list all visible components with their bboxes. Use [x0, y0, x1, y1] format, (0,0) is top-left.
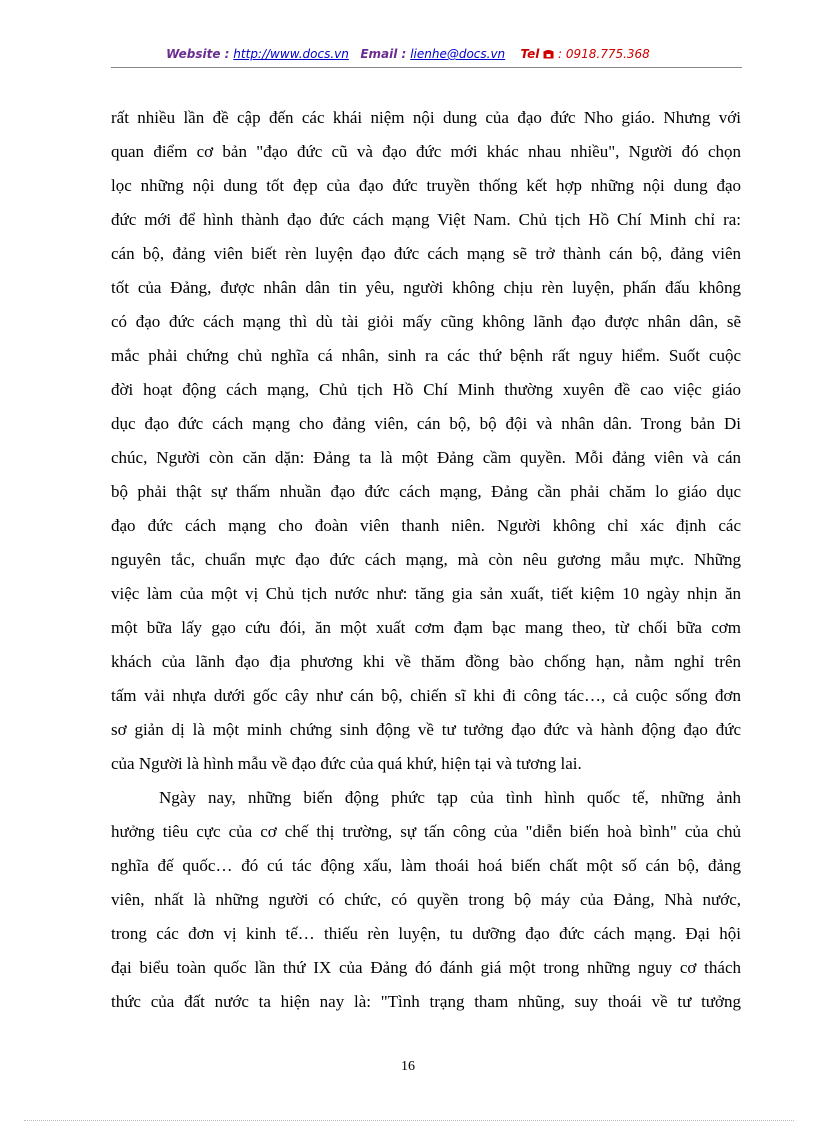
text-line: tấm vải nhựa dưới gốc cây như cán bộ, chiến sĩ khi đi công tác…, cả cuộc sống đơn	[111, 686, 741, 705]
text-line: thức của đất nước ta hiện nay là: "Tình trạng tham nhũng, suy thoái về tư tưởng	[111, 992, 741, 1011]
phone-icon	[543, 49, 554, 59]
text-line: Ngày nay, những biến động phức tạp của tình hình quốc tế, những ảnh	[159, 788, 741, 807]
text-line: một bữa lấy gạo cứu đói, ăn một xuất cơm đạm bạc mang theo, từ chối bữa cơm	[111, 618, 741, 637]
text-line: đại biểu toàn quốc lần thứ IX của Đảng đó đánh giá một trong những nguy cơ thách	[111, 958, 741, 977]
text-line: hưởng tiêu cực của cơ chế thị trường, sự tấn công của "diễn biến hoà bình" của chủ	[111, 822, 741, 841]
email-label: Email :	[360, 47, 407, 61]
text-line: nghĩa đế quốc… đó cú tác động xấu, làm thoái hoá biến chất một số cán bộ, đảng	[111, 856, 741, 875]
page-bottom-border	[24, 1120, 794, 1121]
text-line: dục đạo đức cách mạng cho đảng viên, cán bộ, bộ đội và nhân dân. Trong bản Di	[111, 414, 741, 433]
text-line: khách của lãnh đạo địa phương khi về thăm đồng bào chống hạn, nằm nghỉ trên	[111, 652, 741, 671]
text-line: có đạo đức cách mạng thì dù tài giỏi mấy cũng không lãnh đạo được nhân dân, sẽ	[111, 312, 741, 331]
website-link[interactable]: http://www.docs.vn	[233, 47, 349, 61]
text-line: đời hoạt động cách mạng, Chủ tịch Hồ Chí Minh thường xuyên đề cao việc giáo	[111, 380, 741, 399]
text-line: cán bộ, đảng viên biết rèn luyện đạo đức cách mạng sẽ trở thành cán bộ, đảng viên	[111, 244, 741, 263]
text-line: đạo đức cách mạng cho đoàn viên thanh niên. Người không chỉ xác định các	[111, 516, 741, 535]
page-number: 16	[401, 1059, 415, 1074]
email-link[interactable]: lienhe@docs.vn	[410, 47, 506, 61]
text-line: chúc, Người còn căn dặn: Đảng ta là một Đảng cầm quyền. Mỗi đảng viên và cán	[111, 448, 741, 467]
text-line: quan điểm cơ bản "đạo đức cũ và đạo đức mới khác nhau nhiều", Người đó chọn	[111, 142, 741, 161]
text-line: mắc phải chứng chủ nghĩa cá nhân, sinh ra các thứ bệnh rất nguy hiểm. Suốt cuộc	[111, 346, 741, 365]
text-line: của Người là hình mẫu về đạo đức của quá khứ, hiện tại và tương lai.	[111, 754, 582, 773]
text-line: lọc những nội dung tốt đẹp của đạo đức truyền thống kết hợp những nội dung đạo	[111, 176, 741, 195]
text-line: viên, nhất là những người có chức, có quyền trong bộ máy của Đảng, Nhà nước,	[111, 890, 741, 909]
text-line: tốt của Đảng, được nhân dân tin yêu, người không chịu rèn luyện, phấn đấu không	[111, 278, 741, 297]
body-text	[111, 101, 741, 1019]
text-line: trong các đơn vị kinh tế… thiếu rèn luyện, tu dưỡng đạo đức cách mạng. Đại hội	[111, 924, 741, 943]
text-line: bộ phải thật sự thấm nhuần đạo đức cách mạng, Đảng cần phải chăm lo giáo dục	[111, 482, 741, 501]
paragraph-1	[111, 101, 741, 781]
text-line: đức mới để hình thành đạo đức cách mạng Việt Nam. Chủ tịch Hồ Chí Minh chỉ ra:	[111, 210, 741, 229]
text-line: việc làm của một vị Chủ tịch nước như: tăng gia sản xuất, tiết kiệm 10 ngày nhịn ăn	[111, 584, 741, 603]
tel-label: Tel	[520, 47, 540, 61]
page-header	[0, 47, 816, 61]
phone-number: : 0918.775.368	[557, 47, 650, 61]
paragraph-2	[111, 781, 741, 1019]
text-line: sơ giản dị là một minh chứng sinh động về tư tưởng đạo đức và hành động đạo đức	[111, 720, 741, 739]
header-rule	[111, 67, 742, 68]
website-label: Website :	[166, 47, 230, 61]
text-line: nguyên tắc, chuẩn mực đạo đức cách mạng, mà còn nêu gương mẫu mực. Những	[111, 550, 741, 569]
text-line: rất nhiều lần đề cập đến các khái niệm nội dung của đạo đức Nho giáo. Nhưng với	[111, 108, 741, 127]
